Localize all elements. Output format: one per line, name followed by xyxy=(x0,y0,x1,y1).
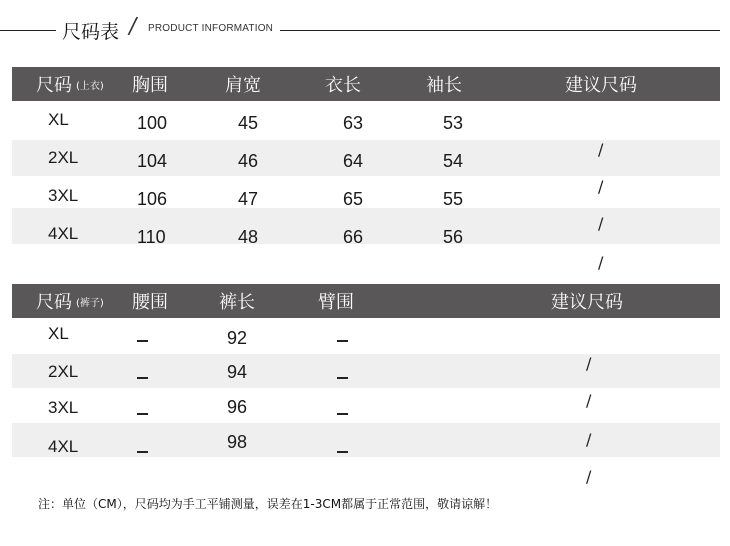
top-extra-suggest: / xyxy=(598,253,604,272)
footer-note: 注：单位（CM），尺码均为手工平铺测量，误差在1-3CM都属于正常范围，敬请谅解！ xyxy=(38,497,498,511)
top-header-sleeve: 袖长 xyxy=(426,75,462,96)
bottom-row3-arm xyxy=(337,413,348,415)
bottom-row3-pants-length: 96 xyxy=(227,397,248,417)
top-row2-suggest: / xyxy=(598,140,604,159)
bottom-header-size xyxy=(36,284,104,318)
bottom-row1-arm xyxy=(337,340,348,342)
bottom-header-suggest: 建议尺码 xyxy=(551,292,623,313)
top-row1-shoulder: 45 xyxy=(238,113,259,133)
bottom-row2-waist xyxy=(137,377,148,379)
bottom-header-size-label: 尺码 xyxy=(36,292,72,313)
top-row2-shoulder: 46 xyxy=(238,151,259,171)
top-row4-size: 4XL xyxy=(48,224,79,243)
bottom-row-stripe-4 xyxy=(12,423,720,457)
page-title: 尺码表 xyxy=(62,21,120,43)
top-header-shoulder: 肩宽 xyxy=(225,75,261,96)
bottom-row1-size: XL xyxy=(48,324,69,343)
top-row3-size: 3XL xyxy=(48,186,79,205)
bottom-row3-waist xyxy=(137,413,148,415)
top-row1-chest: 100 xyxy=(137,113,168,133)
top-row4-sleeve: 56 xyxy=(443,227,464,247)
top-row2-sleeve: 54 xyxy=(443,151,464,171)
top-row2-chest: 104 xyxy=(137,151,168,171)
top-row-stripe-2 xyxy=(12,140,720,176)
top-row1-sleeve: 53 xyxy=(443,113,464,133)
bottom-row4-size: 4XL xyxy=(48,437,79,456)
bottom-header-arm: 臂围 xyxy=(318,292,354,313)
top-row3-shoulder: 47 xyxy=(238,189,259,209)
bottom-extra-suggest: / xyxy=(586,467,592,486)
top-header-length: 衣长 xyxy=(325,75,361,96)
top-row2-size: 2XL xyxy=(48,148,79,167)
page-subtitle: PRODUCT INFORMATION xyxy=(148,23,274,34)
top-row1-length: 63 xyxy=(343,113,364,133)
bottom-row2-arm xyxy=(337,377,348,379)
top-row4-length: 66 xyxy=(343,227,364,247)
bottom-row4-pants-length: 98 xyxy=(227,432,248,452)
bottom-row2-pants-length: 94 xyxy=(227,362,248,382)
bottom-row4-arm xyxy=(337,451,348,453)
top-header-size-note: (上衣) xyxy=(76,80,104,92)
bottom-header-waist: 腰围 xyxy=(132,292,168,313)
bottom-row1-pants-length: 92 xyxy=(227,328,248,348)
top-row-stripe-4 xyxy=(12,208,720,244)
bottom-header-size-note: (裤子) xyxy=(76,297,104,309)
title-separator: / xyxy=(126,14,139,39)
top-row2-length: 64 xyxy=(343,151,364,171)
top-row4-suggest: / xyxy=(598,214,604,233)
top-table-header xyxy=(12,67,720,101)
bottom-row3-suggest: / xyxy=(586,391,592,410)
top-header-size xyxy=(36,67,104,101)
top-row4-chest: 110 xyxy=(137,227,166,247)
bottom-row-stripe-2 xyxy=(12,354,720,388)
top-row4-shoulder: 48 xyxy=(238,227,259,247)
bottom-row4-waist xyxy=(137,451,148,453)
bottom-row1-waist xyxy=(137,340,148,342)
top-row1-size: XL xyxy=(48,110,69,129)
bottom-row2-suggest: / xyxy=(586,354,592,373)
top-row3-suggest: / xyxy=(598,177,604,196)
bottom-row4-suggest: / xyxy=(586,430,592,449)
top-header-suggest: 建议尺码 xyxy=(565,75,637,96)
title-rule-right xyxy=(280,30,720,31)
title-rule-left xyxy=(0,30,56,31)
bottom-table-header xyxy=(12,284,720,318)
top-row3-length: 65 xyxy=(343,189,364,209)
top-row3-sleeve: 55 xyxy=(443,189,464,209)
top-header-size-label: 尺码 xyxy=(36,75,72,96)
bottom-row3-size: 3XL xyxy=(48,398,79,417)
bottom-row2-size: 2XL xyxy=(48,362,79,381)
bottom-header-pants-length: 裤长 xyxy=(219,292,255,313)
top-header-chest: 胸围 xyxy=(132,75,168,96)
top-row3-chest: 106 xyxy=(137,189,168,209)
